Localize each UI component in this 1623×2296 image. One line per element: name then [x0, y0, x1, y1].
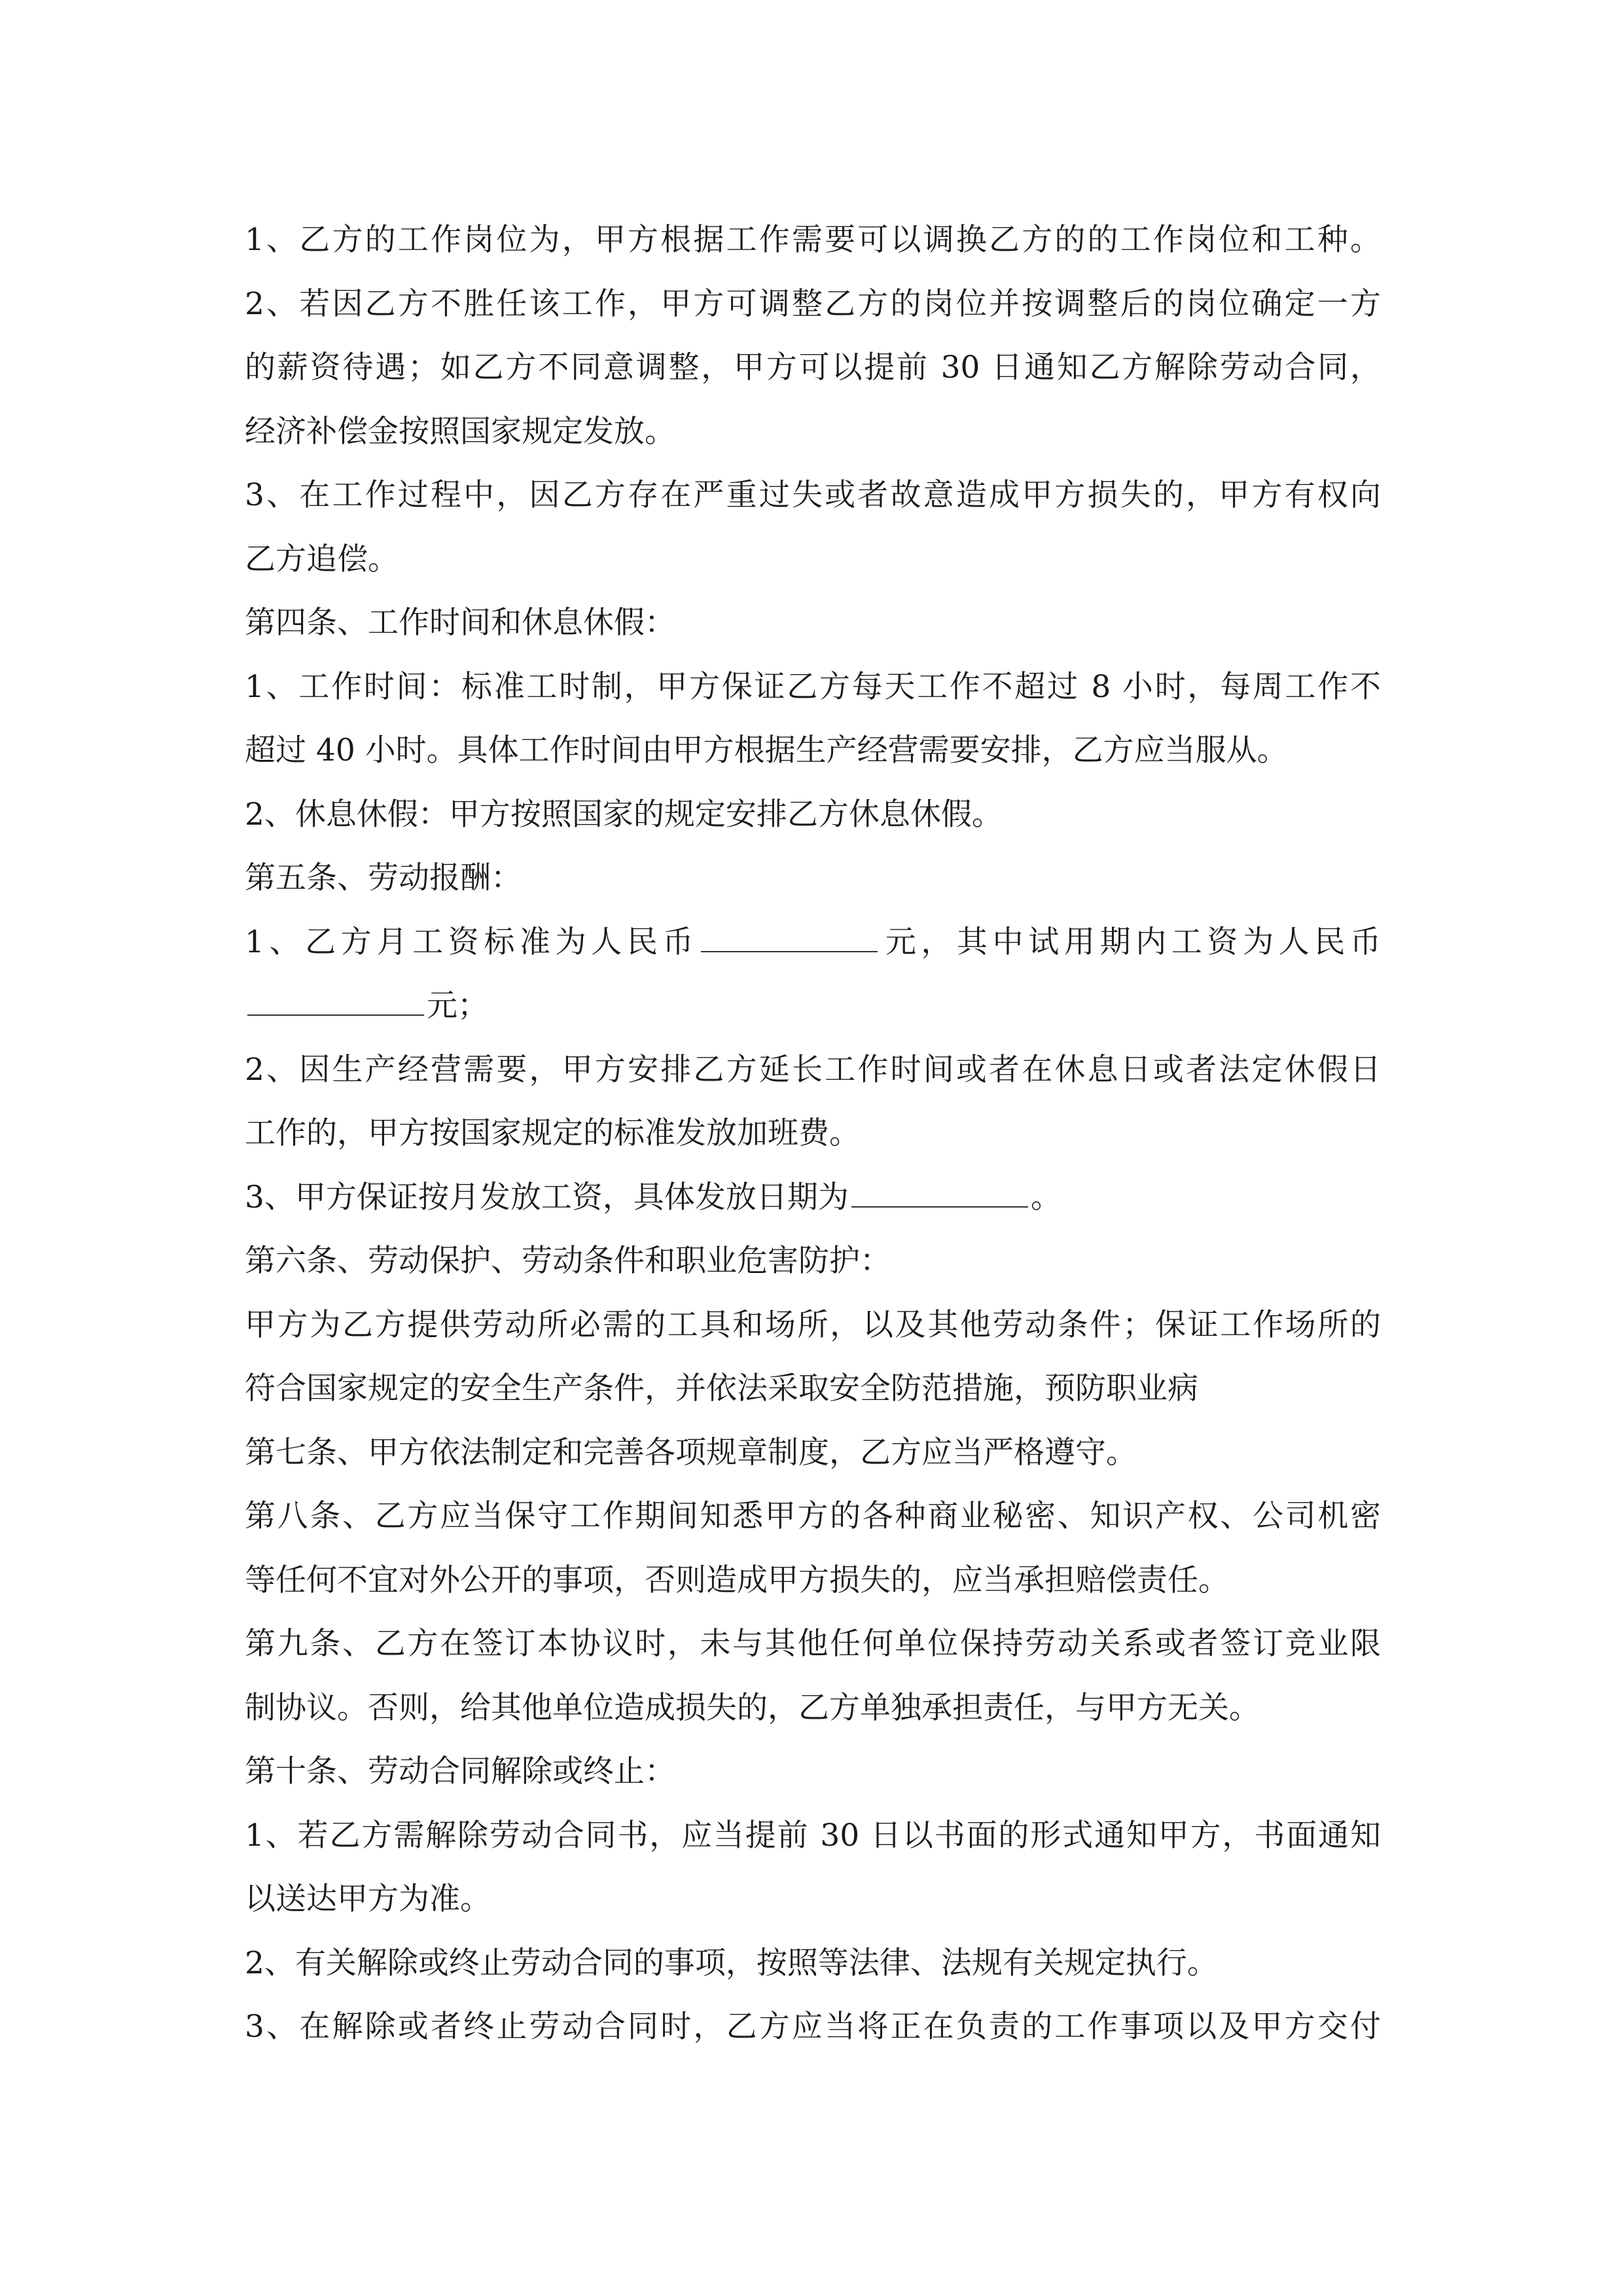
- text-line: [245, 1102, 1381, 1166]
- fill-in-blank: [701, 917, 878, 952]
- line-text: 超过 40 小时。具体工作时间由甲方根据生产经营需要安排，乙方应当服从。: [245, 732, 1288, 768]
- line-text: 3、在工作过程中，因乙方存在严重过失或者故意造成甲方损失的，甲方有权向: [245, 477, 1381, 513]
- text-line: [245, 1421, 1381, 1485]
- line-text: 经济补偿金按照国家规定发放。: [245, 413, 675, 450]
- text-line: [245, 1166, 1381, 1230]
- line-text: 第六条、劳动保护、劳动条件和职业危害防护：: [245, 1243, 891, 1279]
- line-text: 工作的，甲方按国家规定的标准发放加班费。: [245, 1115, 860, 1151]
- line-text: 元；: [427, 988, 488, 1024]
- text-line: [245, 783, 1381, 847]
- text-line: [245, 1484, 1381, 1549]
- text-line: [245, 974, 1381, 1038]
- fill-in-blank: [247, 980, 424, 1016]
- line-text: 第七条、甲方依法制定和完善各项规章制度，乙方应当严格遵守。: [245, 1434, 1137, 1471]
- line-text: 制协议。否则，给其他单位造成损失的，乙方单独承担责任，与甲方无关。: [245, 1689, 1260, 1726]
- text-line: [245, 1357, 1381, 1421]
- line-text: 甲方为乙方提供劳动所必需的工具和场所，以及其他劳动条件；保证工作场所的: [245, 1306, 1381, 1343]
- line-text: 2、若因乙方不胜任该工作，甲方可调整乙方的岗位并按调整后的岗位确定一方: [245, 285, 1381, 322]
- text-line: [245, 910, 1381, 975]
- text-line: [245, 1995, 1381, 2059]
- text-line: [245, 208, 1381, 272]
- line-text: 以送达甲方为准。: [245, 1881, 491, 1917]
- text-line: [245, 846, 1381, 910]
- line-text: 第八条、乙方应当保守工作期间知悉甲方的各种商业秘密、知识产权、公司机密: [245, 1498, 1381, 1534]
- text-line: [245, 272, 1381, 336]
- line-text: 2、休息休假：甲方按照国家的规定安排乙方休息休假。: [245, 796, 1003, 833]
- line-text: 等任何不宜对外公开的事项，否则造成甲方损失的，应当承担赔偿责任。: [245, 1562, 1229, 1598]
- line-text: 的薪资待遇；如乙方不同意调整，甲方可以提前 30 日通知乙方解除劳动合同，: [245, 350, 1381, 386]
- text-line: [245, 719, 1381, 783]
- text-line: [245, 528, 1381, 592]
- line-text: 第四条、工作时间和休息休假：: [245, 605, 675, 641]
- text-line: [245, 336, 1381, 400]
- fill-in-blank: [851, 1172, 1028, 1208]
- contract-body: [245, 208, 1381, 2059]
- text-line: [245, 591, 1381, 655]
- line-text: 乙方追偿。: [245, 541, 399, 577]
- line-text: 1、乙方月工资标准为人民币: [245, 924, 699, 960]
- text-line: [245, 1293, 1381, 1357]
- line-text: 3、在解除或者终止劳动合同时，乙方应当将正在负责的工作事项以及甲方交付: [245, 2009, 1381, 2045]
- line-text: 1、若乙方需解除劳动合同书，应当提前 30 日以书面的形式通知甲方，书面通知: [245, 1817, 1381, 1854]
- text-line: [245, 463, 1381, 528]
- line-text: 元，其中试用期内工资为人民币: [880, 924, 1382, 960]
- line-text: 2、因生产经营需要，甲方安排乙方延长工作时间或者在休息日或者法定休假日: [245, 1051, 1381, 1088]
- text-line: [245, 1549, 1381, 1613]
- text-line: [245, 1229, 1381, 1293]
- text-line: [245, 1038, 1381, 1102]
- text-line: [245, 1867, 1381, 1931]
- line-text: 1、工作时间：标准工时制，甲方保证乙方每天工作不超过 8 小时，每周工作不: [245, 668, 1381, 705]
- text-line: [245, 655, 1381, 719]
- text-line: [245, 1740, 1381, 1804]
- line-text: 第九条、乙方在签订本协议时，未与其他任何单位保持劳动关系或者签订竞业限: [245, 1626, 1381, 1662]
- text-line: [245, 1931, 1381, 1996]
- text-line: [245, 400, 1381, 464]
- line-text: 第五条、劳动报酬：: [245, 860, 522, 896]
- text-line: [245, 1612, 1381, 1676]
- line-text: 符合国家规定的安全生产条件，并依法采取安全防范措施，预防职业病: [245, 1371, 1198, 1407]
- line-text: 3、甲方保证按月发放工资，具体发放日期为: [245, 1179, 849, 1215]
- line-text: 。: [1030, 1179, 1061, 1215]
- text-line: [245, 1676, 1381, 1740]
- line-text: 2、有关解除或终止劳动合同的事项，按照等法律、法规有关规定执行。: [245, 1945, 1218, 1981]
- line-text: 第十条、劳动合同解除或终止：: [245, 1753, 675, 1789]
- text-line: [245, 1804, 1381, 1868]
- line-text: 1、乙方的工作岗位为，甲方根据工作需要可以调换乙方的的工作岗位和工种。: [245, 222, 1381, 258]
